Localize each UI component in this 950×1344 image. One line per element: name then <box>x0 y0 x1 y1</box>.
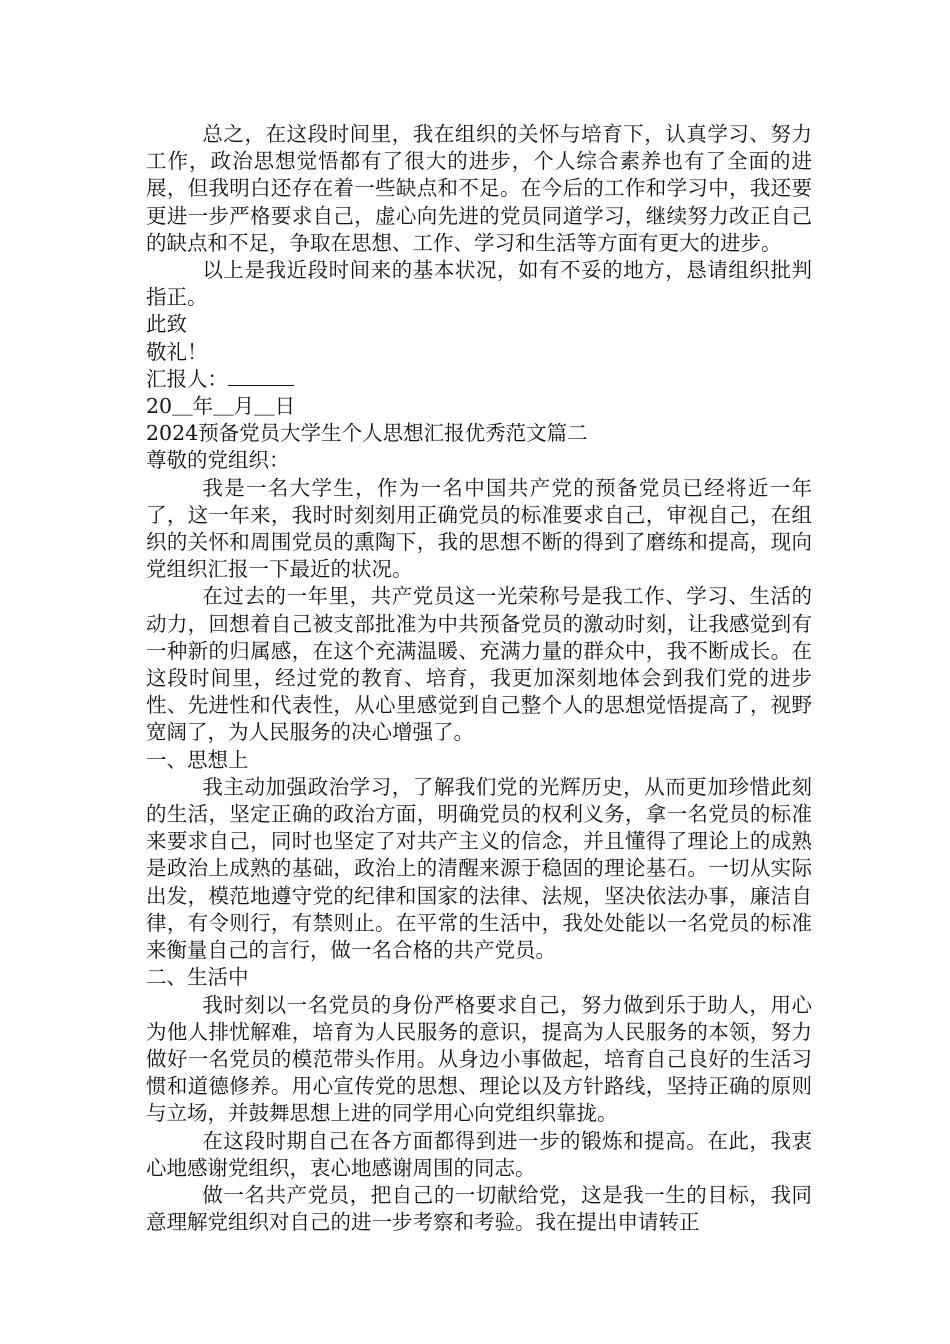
paragraph-life-3: 做一名共产党员，把自己的一切献给党，这是我一生的目标，我同意理解党组织对自己的进一步考察和考验。我在提出申请转正 <box>146 1182 812 1235</box>
paragraph-past-year: 在过去的一年里，共产党员这一光荣称号是我工作、学习、生活的动力，回想着自己被支部批准为中共预备党员的激动时刻，让我感觉到有一种新的归属感，在这个充满温暖、充满力量的群众中，我不断成长。在这段时间里，经过党的教育、培育，我更加深刻地体会到我们党的进步性、先进性和代表性，从心里感觉到自己整个人的思想觉悟提高了，视野宽阔了，为人民服务的决心增强了。 <box>146 584 812 745</box>
closing-cizhi: 此致 <box>146 312 187 337</box>
paragraph-thought: 我主动加强政治学习，了解我们党的光辉历史，从而更加珍惜此刻的生活，坚定正确的政治方面，明确党员的权利义务，拿一名党员的标准来要求自己，同时也坚定了对共产主义的信念，并且懂得了理论上的成熟是政治上成熟的基础，政治上的清醒来源于稳固的理论基石。一切从实际出发，模范地遵守党的纪律和国家的法律、法规，坚决依法办事，廉洁自律，有令则行，有禁则止。在平常的生活中，我处处能以一名党员的标准来衡量自己的言行，做一名合格的共产党员。 <box>146 774 812 963</box>
section-title-2: 2024预备党员大学生个人思想汇报优秀范文篇二 <box>146 421 588 446</box>
closing-jingli: 敬礼！ <box>146 339 208 364</box>
document-page <box>146 121 812 1236</box>
reporter-blank <box>228 367 294 386</box>
paragraph-life-2: 在这段时期自己在各方面都得到进一步的锻炼和提高。在此，我衷心地感谢党组织，衷心地感谢周围的同志。 <box>146 1128 812 1180</box>
reporter-line <box>146 366 812 393</box>
paragraph-summary: 总之，在这段时间里，我在组织的关怀与培育下，认真学习、努力工作，政治思想觉悟都有了很大的进步，个人综合素养也有了全面的进展，但我明白还存在着一些缺点和不足。在今后的工作和学习中，我还要更进一步严格要求自己，虚心向先进的党员同道学习，继续努力改正自己的缺点和不足，争取在思想、工作、学习和生活等方面有更大的进步。 <box>146 122 812 255</box>
paragraph-life-1: 我时刻以一名党员的身份严格要求自己，努力做到乐于助人，用心为他人排忧解难，培育为人民服务的意识，提高为人民服务的本领，努力做好一名党员的模范带头作用。从身边小事做起，培育自己良好的生活习惯和道德修养。用心宣传党的思想、理论以及方针路线，坚持正确的原则与立场，并鼓舞思想上进的同学用心向党组织靠拢。 <box>146 992 812 1126</box>
heading-life: 二、生活中 <box>146 965 249 990</box>
salutation: 尊敬的党组织： <box>146 448 290 473</box>
paragraph-request-correction: 以上是我近段时间来的基本状况，如有不妥的地方，恳请组织批判指正。 <box>146 258 812 310</box>
paragraph-intro: 我是一名大学生，作为一名中国共产党的预备党员已经将近一年了，这一年来，我时时刻刻用正确党员的标准要求自己，审视自己，在组织的关怀和周围党员的熏陶下，我的思想不断的得到了磨练和提高，现向党组织汇报一下最近的状况。 <box>146 475 812 582</box>
heading-thought: 一、思想上 <box>146 747 249 772</box>
reporter-label: 汇报人： <box>146 366 228 391</box>
date-line: 20＿年＿月＿日 <box>146 394 296 419</box>
